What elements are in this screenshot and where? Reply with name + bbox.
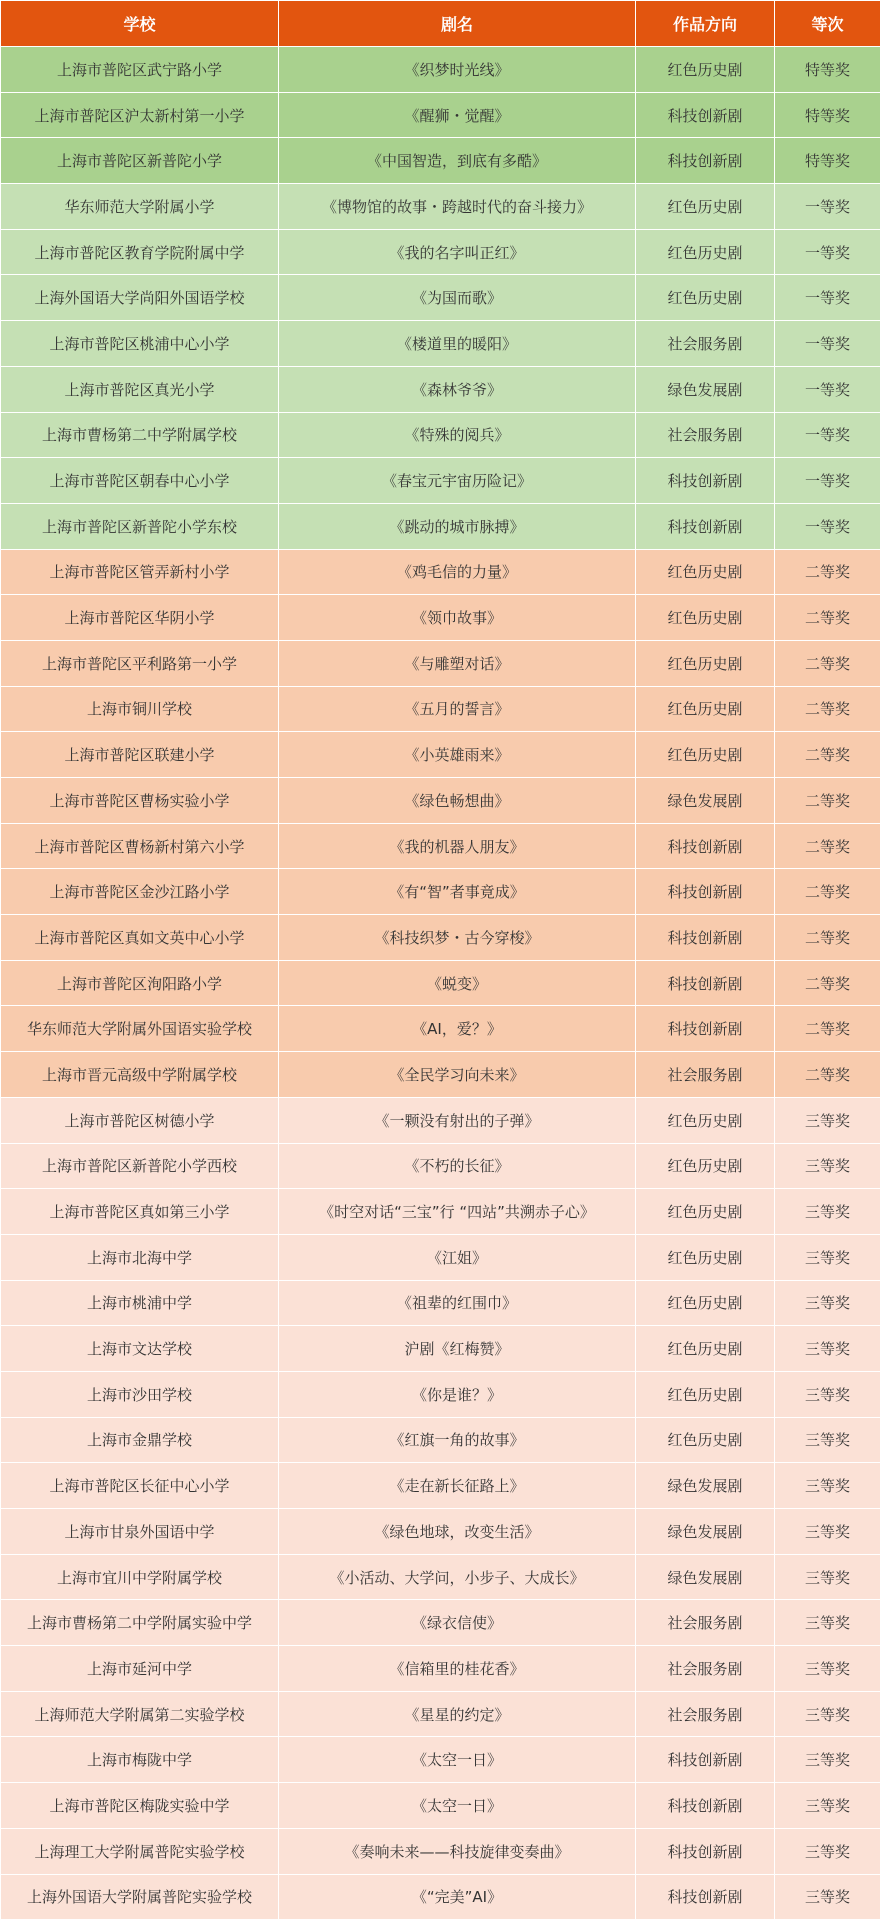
cell-award: 三等奖 xyxy=(775,1097,880,1143)
cell-direction: 绿色发展剧 xyxy=(636,1554,775,1600)
table-row xyxy=(1,321,880,367)
table-row xyxy=(1,640,880,686)
cell-play: 《楼道里的暖阳》 xyxy=(279,321,636,367)
cell-award: 二等奖 xyxy=(775,823,880,869)
cell-play: 《“完美”AI》 xyxy=(279,1874,636,1920)
table-row xyxy=(1,1143,880,1189)
cell-direction: 社会服务剧 xyxy=(636,412,775,458)
cell-award: 二等奖 xyxy=(775,778,880,824)
table-row xyxy=(1,915,880,961)
cell-school: 上海师范大学附属第二实验学校 xyxy=(1,1691,279,1737)
cell-award: 三等奖 xyxy=(775,1691,880,1737)
table-header xyxy=(1,1,880,47)
cell-direction: 红色历史剧 xyxy=(636,640,775,686)
cell-school: 上海市甘泉外国语中学 xyxy=(1,1509,279,1555)
table-row xyxy=(1,869,880,915)
cell-award: 三等奖 xyxy=(775,1463,880,1509)
cell-award: 二等奖 xyxy=(775,595,880,641)
cell-play: 《太空一日》 xyxy=(279,1737,636,1783)
cell-school: 上海外国语大学尚阳外国语学校 xyxy=(1,275,279,321)
cell-direction: 绿色发展剧 xyxy=(636,778,775,824)
table-row xyxy=(1,686,880,732)
cell-school: 上海外国语大学附属普陀实验学校 xyxy=(1,1874,279,1920)
cell-play: 《走在新长征路上》 xyxy=(279,1463,636,1509)
cell-play: 《你是谁？》 xyxy=(279,1371,636,1417)
cell-direction: 科技创新剧 xyxy=(636,915,775,961)
cell-school: 上海市普陀区洵阳路小学 xyxy=(1,960,279,1006)
table-row xyxy=(1,1006,880,1052)
cell-school: 华东师范大学附属小学 xyxy=(1,184,279,230)
cell-play: 《中国智造，到底有多酷》 xyxy=(279,138,636,184)
cell-school: 上海市普陀区曹杨实验小学 xyxy=(1,778,279,824)
table-row xyxy=(1,1463,880,1509)
cell-play: 《不朽的长征》 xyxy=(279,1143,636,1189)
cell-award: 三等奖 xyxy=(775,1600,880,1646)
cell-school: 上海市普陀区真光小学 xyxy=(1,366,279,412)
cell-award: 一等奖 xyxy=(775,321,880,367)
cell-direction: 科技创新剧 xyxy=(636,1783,775,1829)
cell-award: 一等奖 xyxy=(775,366,880,412)
cell-award: 二等奖 xyxy=(775,1052,880,1098)
cell-direction: 科技创新剧 xyxy=(636,1737,775,1783)
cell-play: 《绿衣信使》 xyxy=(279,1600,636,1646)
cell-school: 上海市曹杨第二中学附属学校 xyxy=(1,412,279,458)
cell-award: 三等奖 xyxy=(775,1874,880,1920)
cell-award: 三等奖 xyxy=(775,1417,880,1463)
cell-direction: 红色历史剧 xyxy=(636,1143,775,1189)
cell-award: 三等奖 xyxy=(775,1554,880,1600)
cell-school: 上海市普陀区联建小学 xyxy=(1,732,279,778)
table-row xyxy=(1,549,880,595)
cell-direction: 红色历史剧 xyxy=(636,595,775,641)
table-row xyxy=(1,1097,880,1143)
table-body xyxy=(1,47,880,1920)
cell-school: 上海市普陀区真如文英中心小学 xyxy=(1,915,279,961)
cell-award: 三等奖 xyxy=(775,1509,880,1555)
table-row xyxy=(1,47,880,93)
cell-school: 上海市梅陇中学 xyxy=(1,1737,279,1783)
table-row xyxy=(1,1783,880,1829)
cell-play: 《跳动的城市脉搏》 xyxy=(279,503,636,549)
header-play: 剧名 xyxy=(279,1,636,47)
cell-play: 《我的名字叫正红》 xyxy=(279,229,636,275)
table-row xyxy=(1,366,880,412)
cell-play: 《鸡毛信的力量》 xyxy=(279,549,636,595)
cell-direction: 科技创新剧 xyxy=(636,503,775,549)
cell-school: 上海市铜川学校 xyxy=(1,686,279,732)
header-school: 学校 xyxy=(1,1,279,47)
cell-school: 上海市普陀区新普陀小学东校 xyxy=(1,503,279,549)
table-row xyxy=(1,229,880,275)
cell-play: 《森林爷爷》 xyxy=(279,366,636,412)
table-row xyxy=(1,1600,880,1646)
table-row xyxy=(1,184,880,230)
cell-direction: 科技创新剧 xyxy=(636,1828,775,1874)
cell-school: 上海市普陀区朝春中心小学 xyxy=(1,458,279,504)
table-row xyxy=(1,1509,880,1555)
table-row xyxy=(1,1691,880,1737)
cell-award: 特等奖 xyxy=(775,138,880,184)
cell-award: 三等奖 xyxy=(775,1280,880,1326)
cell-award: 二等奖 xyxy=(775,1006,880,1052)
cell-play: 《科技织梦・古今穿梭》 xyxy=(279,915,636,961)
cell-direction: 科技创新剧 xyxy=(636,1006,775,1052)
cell-play: 《我的机器人朋友》 xyxy=(279,823,636,869)
cell-award: 一等奖 xyxy=(775,458,880,504)
cell-play: 《春宝元宇宙历险记》 xyxy=(279,458,636,504)
table-row xyxy=(1,732,880,778)
cell-direction: 红色历史剧 xyxy=(636,275,775,321)
cell-direction: 红色历史剧 xyxy=(636,229,775,275)
cell-school: 上海市普陀区桃浦中心小学 xyxy=(1,321,279,367)
table-row xyxy=(1,1371,880,1417)
cell-direction: 红色历史剧 xyxy=(636,686,775,732)
cell-direction: 科技创新剧 xyxy=(636,92,775,138)
cell-school: 上海市普陀区树德小学 xyxy=(1,1097,279,1143)
table-row xyxy=(1,823,880,869)
cell-play: 《小活动、大学问，小步子、大成长》 xyxy=(279,1554,636,1600)
cell-school: 上海市普陀区沪太新村第一小学 xyxy=(1,92,279,138)
cell-direction: 红色历史剧 xyxy=(636,732,775,778)
cell-play: 《江姐》 xyxy=(279,1234,636,1280)
header-award: 等次 xyxy=(775,1,880,47)
table-row xyxy=(1,1326,880,1372)
table-row xyxy=(1,138,880,184)
cell-play: 《为国而歌》 xyxy=(279,275,636,321)
cell-school: 上海市普陀区真如第三小学 xyxy=(1,1189,279,1235)
table-row xyxy=(1,458,880,504)
table-row xyxy=(1,503,880,549)
table-row xyxy=(1,1554,880,1600)
cell-direction: 社会服务剧 xyxy=(636,321,775,367)
cell-play: 《博物馆的故事・跨越时代的奋斗接力》 xyxy=(279,184,636,230)
cell-play: 《太空一日》 xyxy=(279,1783,636,1829)
cell-award: 一等奖 xyxy=(775,184,880,230)
cell-award: 三等奖 xyxy=(775,1646,880,1692)
cell-school: 上海市普陀区武宁路小学 xyxy=(1,47,279,93)
table-row xyxy=(1,1189,880,1235)
cell-school: 上海市普陀区教育学院附属中学 xyxy=(1,229,279,275)
table-row xyxy=(1,412,880,458)
cell-award: 三等奖 xyxy=(775,1234,880,1280)
cell-school: 上海理工大学附属普陀实验学校 xyxy=(1,1828,279,1874)
cell-award: 特等奖 xyxy=(775,47,880,93)
cell-award: 二等奖 xyxy=(775,915,880,961)
cell-play: 沪剧《红梅赞》 xyxy=(279,1326,636,1372)
cell-school: 上海市普陀区管弄新村小学 xyxy=(1,549,279,595)
cell-direction: 绿色发展剧 xyxy=(636,1463,775,1509)
cell-play: 《红旗一角的故事》 xyxy=(279,1417,636,1463)
cell-school: 上海市普陀区新普陀小学西校 xyxy=(1,1143,279,1189)
cell-direction: 社会服务剧 xyxy=(636,1646,775,1692)
table-row xyxy=(1,1874,880,1920)
cell-award: 特等奖 xyxy=(775,92,880,138)
cell-play: 《全民学习向未来》 xyxy=(279,1052,636,1098)
cell-direction: 红色历史剧 xyxy=(636,1417,775,1463)
cell-play: 《与雕塑对话》 xyxy=(279,640,636,686)
cell-play: 《五月的誓言》 xyxy=(279,686,636,732)
cell-play: 《AI，爱？》 xyxy=(279,1006,636,1052)
cell-award: 二等奖 xyxy=(775,640,880,686)
cell-direction: 绿色发展剧 xyxy=(636,366,775,412)
cell-play: 《绿色畅想曲》 xyxy=(279,778,636,824)
cell-direction: 红色历史剧 xyxy=(636,47,775,93)
cell-school: 上海市普陀区梅陇实验中学 xyxy=(1,1783,279,1829)
table-row xyxy=(1,1417,880,1463)
cell-direction: 红色历史剧 xyxy=(636,184,775,230)
cell-play: 《蜕变》 xyxy=(279,960,636,1006)
cell-award: 二等奖 xyxy=(775,869,880,915)
cell-play: 《祖辈的红围巾》 xyxy=(279,1280,636,1326)
cell-award: 二等奖 xyxy=(775,686,880,732)
cell-play: 《时空对话“三宝”行 “四站”共溯赤子心》 xyxy=(279,1189,636,1235)
cell-school: 上海市金鼎学校 xyxy=(1,1417,279,1463)
cell-direction: 社会服务剧 xyxy=(636,1052,775,1098)
table-row xyxy=(1,960,880,1006)
cell-school: 华东师范大学附属外国语实验学校 xyxy=(1,1006,279,1052)
cell-award: 一等奖 xyxy=(775,503,880,549)
cell-play: 《醒狮・觉醒》 xyxy=(279,92,636,138)
cell-direction: 社会服务剧 xyxy=(636,1691,775,1737)
cell-school: 上海市延河中学 xyxy=(1,1646,279,1692)
cell-direction: 科技创新剧 xyxy=(636,138,775,184)
table-row xyxy=(1,1646,880,1692)
cell-award: 二等奖 xyxy=(775,549,880,595)
cell-award: 二等奖 xyxy=(775,960,880,1006)
table-row xyxy=(1,1052,880,1098)
table-row xyxy=(1,1737,880,1783)
cell-direction: 红色历史剧 xyxy=(636,1280,775,1326)
cell-direction: 红色历史剧 xyxy=(636,1371,775,1417)
cell-school: 上海市普陀区曹杨新村第六小学 xyxy=(1,823,279,869)
cell-direction: 科技创新剧 xyxy=(636,869,775,915)
cell-award: 一等奖 xyxy=(775,412,880,458)
cell-school: 上海市普陀区平利路第一小学 xyxy=(1,640,279,686)
cell-play: 《领巾故事》 xyxy=(279,595,636,641)
cell-award: 一等奖 xyxy=(775,229,880,275)
cell-direction: 红色历史剧 xyxy=(636,1326,775,1372)
cell-play: 《信箱里的桂花香》 xyxy=(279,1646,636,1692)
cell-school: 上海市普陀区华阴小学 xyxy=(1,595,279,641)
cell-direction: 科技创新剧 xyxy=(636,960,775,1006)
cell-play: 《有“智”者事竟成》 xyxy=(279,869,636,915)
cell-school: 上海市曹杨第二中学附属实验中学 xyxy=(1,1600,279,1646)
cell-direction: 绿色发展剧 xyxy=(636,1509,775,1555)
cell-school: 上海市晋元高级中学附属学校 xyxy=(1,1052,279,1098)
table-row xyxy=(1,1828,880,1874)
table-row xyxy=(1,778,880,824)
cell-direction: 社会服务剧 xyxy=(636,1600,775,1646)
cell-award: 三等奖 xyxy=(775,1828,880,1874)
header-direction: 作品方向 xyxy=(636,1,775,47)
table-row xyxy=(1,275,880,321)
cell-direction: 红色历史剧 xyxy=(636,1097,775,1143)
cell-play: 《织梦时光线》 xyxy=(279,47,636,93)
cell-award: 三等奖 xyxy=(775,1783,880,1829)
cell-award: 三等奖 xyxy=(775,1737,880,1783)
cell-award: 二等奖 xyxy=(775,732,880,778)
cell-play: 《奏响未来——科技旋律变奏曲》 xyxy=(279,1828,636,1874)
cell-school: 上海市文达学校 xyxy=(1,1326,279,1372)
table-row xyxy=(1,1234,880,1280)
cell-direction: 科技创新剧 xyxy=(636,1874,775,1920)
cell-school: 上海市宜川中学附属学校 xyxy=(1,1554,279,1600)
table-row xyxy=(1,595,880,641)
cell-school: 上海市北海中学 xyxy=(1,1234,279,1280)
cell-school: 上海市沙田学校 xyxy=(1,1371,279,1417)
cell-play: 《小英雄雨来》 xyxy=(279,732,636,778)
cell-direction: 科技创新剧 xyxy=(636,458,775,504)
cell-award: 三等奖 xyxy=(775,1189,880,1235)
cell-award: 一等奖 xyxy=(775,275,880,321)
cell-play: 《绿色地球，改变生活》 xyxy=(279,1509,636,1555)
cell-direction: 红色历史剧 xyxy=(636,1234,775,1280)
cell-play: 《星星的约定》 xyxy=(279,1691,636,1737)
cell-award: 三等奖 xyxy=(775,1326,880,1372)
cell-school: 上海市普陀区金沙江路小学 xyxy=(1,869,279,915)
cell-school: 上海市桃浦中学 xyxy=(1,1280,279,1326)
cell-school: 上海市普陀区长征中心小学 xyxy=(1,1463,279,1509)
cell-play: 《一颗没有射出的子弹》 xyxy=(279,1097,636,1143)
cell-direction: 科技创新剧 xyxy=(636,823,775,869)
cell-award: 三等奖 xyxy=(775,1143,880,1189)
header-row xyxy=(1,1,880,47)
cell-award: 三等奖 xyxy=(775,1371,880,1417)
cell-school: 上海市普陀区新普陀小学 xyxy=(1,138,279,184)
cell-direction: 红色历史剧 xyxy=(636,1189,775,1235)
table-row xyxy=(1,1280,880,1326)
cell-direction: 红色历史剧 xyxy=(636,549,775,595)
table-row xyxy=(1,92,880,138)
cell-play: 《特殊的阅兵》 xyxy=(279,412,636,458)
